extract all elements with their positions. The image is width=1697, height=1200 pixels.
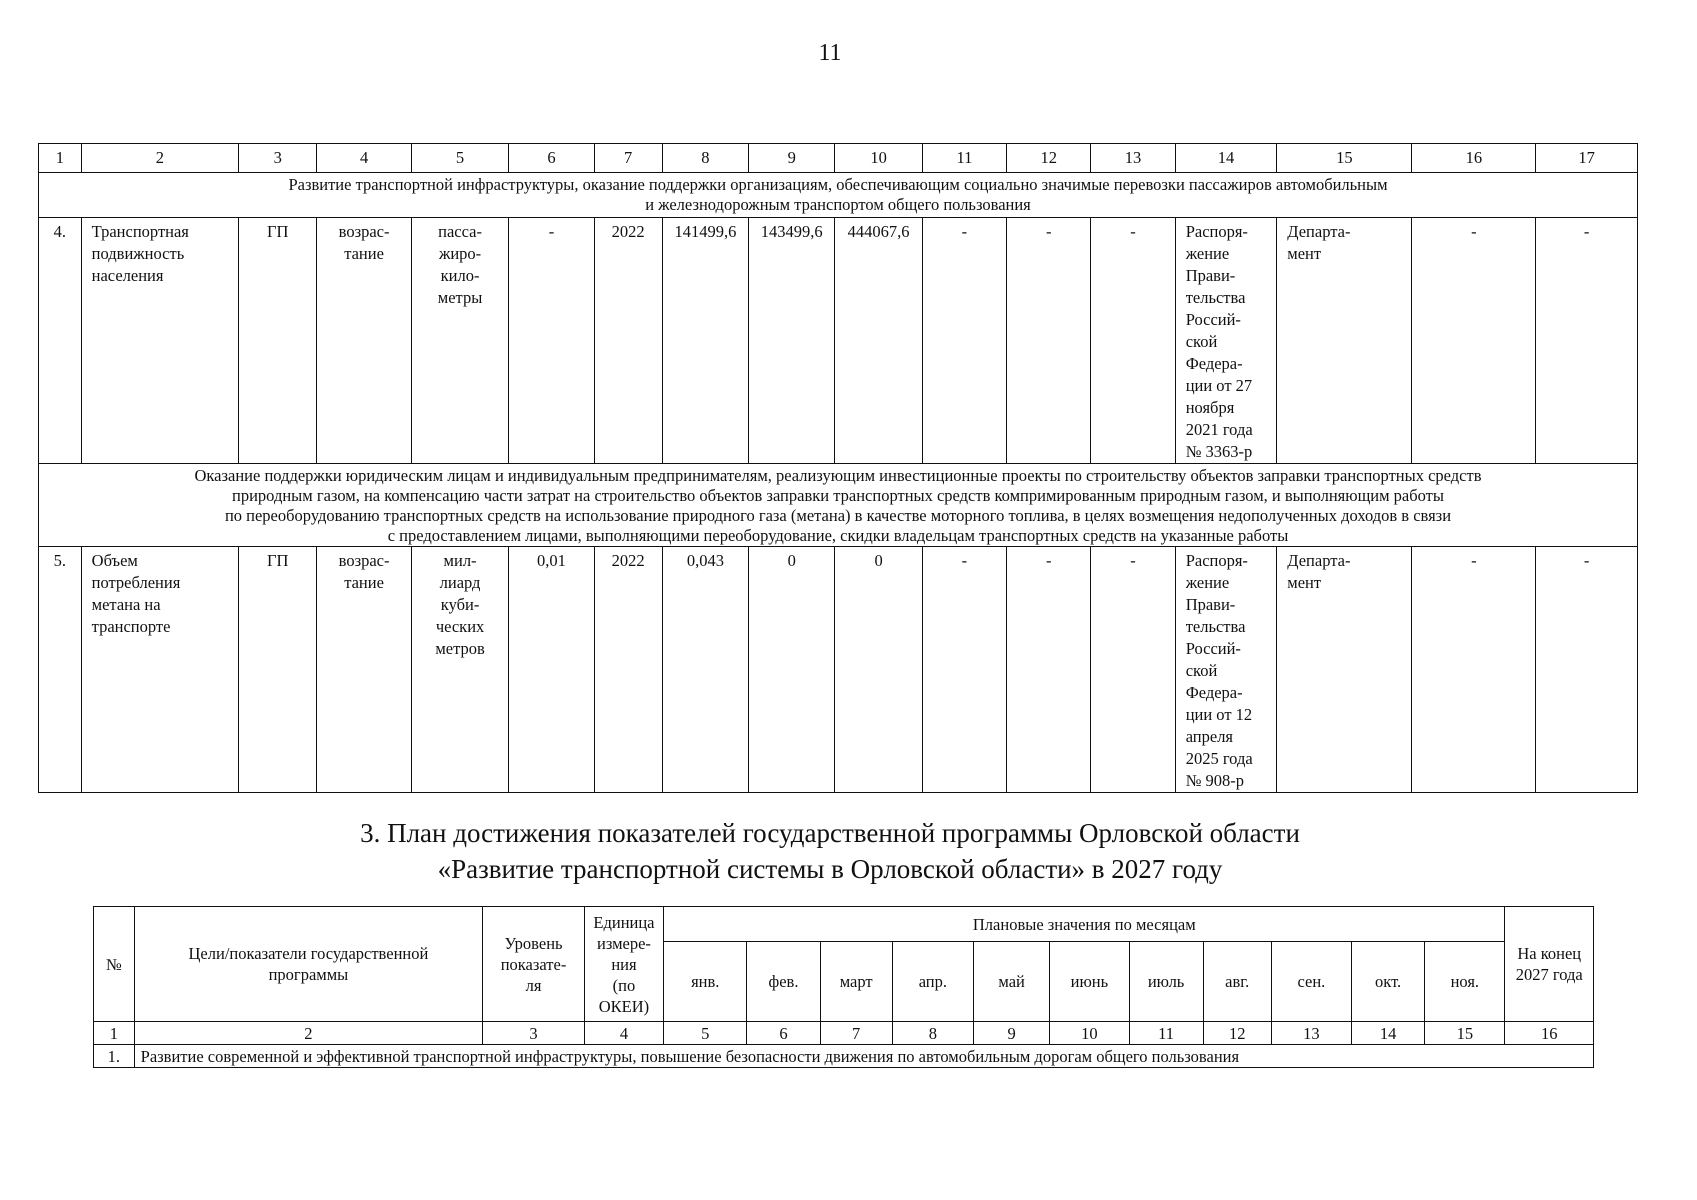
section-line: по переоборудованию транспортных средств на использование природного газа (метана) в качестве моторного топлива, в целях возмещения недополученных доходов в связи xyxy=(224,506,1452,525)
header-end-line: На конец xyxy=(1517,944,1582,963)
header-goal: Цели/показатели государственной программы xyxy=(134,907,483,1022)
table-row xyxy=(39,547,1638,793)
document-cell-line: Распоря- xyxy=(1185,551,1248,570)
column-number: 3 xyxy=(239,144,317,173)
indicator-trend-line: тание xyxy=(344,244,384,263)
indicator-unit-line: лиард xyxy=(439,573,481,592)
indicator-name xyxy=(81,218,238,464)
header-unit-line: ОКЕИ) xyxy=(598,996,650,1016)
document-cell-line: тельства xyxy=(1185,288,1246,307)
document-cell-line: 2025 года xyxy=(1185,749,1253,768)
indicator-unit-line: куби- xyxy=(440,595,480,614)
value-cell: - xyxy=(1536,547,1638,793)
row-number: 5. xyxy=(39,547,82,793)
value-cell: - xyxy=(1007,547,1091,793)
base-value: - xyxy=(509,218,594,464)
document-cell-line: 2021 года xyxy=(1185,420,1253,439)
column-number-row xyxy=(94,1022,1594,1045)
column-number: 10 xyxy=(1050,1022,1129,1045)
section-title xyxy=(0,815,1660,887)
document-cell xyxy=(1175,547,1277,793)
value-cell: 143499,6 xyxy=(749,218,835,464)
section-line: и железнодорожным транспортом общего пользования xyxy=(645,195,1031,214)
page-number: 11 xyxy=(818,40,842,66)
column-number: 16 xyxy=(1505,1022,1594,1045)
section-line: природным газом, на компенсацию части затрат на строительство объектов заправки транспортных средств компримированным природным газом, и выполняющим работы xyxy=(232,486,1444,505)
column-number: 14 xyxy=(1175,144,1277,173)
responsible-cell-line: мент xyxy=(1287,573,1322,592)
column-number: 5 xyxy=(664,1022,747,1045)
indicator-name-line: транспорте xyxy=(91,617,171,636)
column-number: 2 xyxy=(134,1022,483,1045)
header-no: № xyxy=(94,907,135,1022)
document-cell-line: Россий- xyxy=(1185,310,1241,329)
document-cell-line: № 3363-р xyxy=(1185,442,1253,461)
indicator-trend-line: возрас- xyxy=(338,222,390,241)
indicator-name-line: метана на xyxy=(91,595,161,614)
month-header: янв. xyxy=(664,942,747,1022)
indicator-trend xyxy=(317,547,411,793)
indicator-name-line: Транспортная xyxy=(91,222,189,241)
section-line: Оказание поддержки юридическим лицам и индивидуальным предпринимателям, реализующим инвестиционные проекты по строительству объектов заправки транспортных средств xyxy=(194,466,1482,485)
header-unit-line: Единица xyxy=(593,912,655,932)
month-header: фев. xyxy=(747,942,820,1022)
goal-row xyxy=(94,1045,1594,1068)
column-number: 13 xyxy=(1271,1022,1351,1045)
column-number: 12 xyxy=(1007,144,1091,173)
column-number: 6 xyxy=(509,144,594,173)
plan-table xyxy=(93,906,1594,1068)
responsible-cell-line: мент xyxy=(1287,244,1322,263)
column-number: 10 xyxy=(835,144,922,173)
month-header: июнь xyxy=(1050,942,1129,1022)
value-cell: 0 xyxy=(749,547,835,793)
document-cell-line: жение xyxy=(1185,573,1230,592)
indicators-table xyxy=(38,143,1638,793)
document-cell-line: ции от 12 xyxy=(1185,705,1253,724)
column-number: 4 xyxy=(584,1022,663,1045)
column-number: 8 xyxy=(892,1022,973,1045)
indicator-unit-line: метров xyxy=(435,639,485,658)
indicator-unit xyxy=(411,218,509,464)
indicator-unit-line: кило- xyxy=(440,266,480,285)
column-number: 11 xyxy=(1129,1022,1203,1045)
indicator-trend-line: тание xyxy=(344,573,384,592)
month-header: май xyxy=(974,942,1050,1022)
month-header: ноя. xyxy=(1425,942,1505,1022)
section-line: Развитие транспортной инфраструктуры, оказание поддержки организациям, обеспечивающим социально значимые перевозки пассажиров автомобильным xyxy=(288,175,1388,194)
indicator-unit xyxy=(411,547,509,793)
column-number: 16 xyxy=(1412,144,1536,173)
document-cell-line: жение xyxy=(1185,244,1230,263)
column-number: 14 xyxy=(1352,1022,1425,1045)
responsible-cell-line: Департа- xyxy=(1287,222,1351,241)
month-header: сен. xyxy=(1271,942,1351,1022)
header-unit xyxy=(584,907,663,1022)
indicator-unit-line: мил- xyxy=(443,551,477,570)
header-level-line: Уровень xyxy=(504,933,563,953)
document-cell-line: ции от 27 xyxy=(1185,376,1253,395)
indicator-unit-line: пасса- xyxy=(438,222,482,241)
month-header: авг. xyxy=(1203,942,1271,1022)
header-unit-line: ния xyxy=(611,954,637,974)
column-number: 9 xyxy=(749,144,835,173)
header-level-line: ля xyxy=(525,975,542,995)
section-row xyxy=(39,173,1638,218)
responsible-cell xyxy=(1277,547,1412,793)
responsible-cell xyxy=(1277,218,1412,464)
document-cell-line: ской xyxy=(1185,332,1218,351)
value-cell: 0 xyxy=(835,547,922,793)
column-number: 7 xyxy=(594,144,662,173)
document-cell-line: апреля xyxy=(1185,727,1234,746)
goal-text: Развитие современной и эффективной транспортной инфраструктуры, повышение безопасности движения по автомобильным дорогам общего пользования xyxy=(134,1045,1593,1068)
document-cell-line: № 908-р xyxy=(1185,771,1245,790)
indicator-name xyxy=(81,547,238,793)
indicator-name-line: населения xyxy=(91,266,164,285)
value-cell: - xyxy=(922,547,1006,793)
header-planned: Плановые значения по месяцам xyxy=(664,907,1505,942)
header-unit-line: (по xyxy=(612,975,636,995)
column-number: 12 xyxy=(1203,1022,1271,1045)
value-cell: 444067,6 xyxy=(835,218,922,464)
table-row xyxy=(39,218,1638,464)
column-number: 1 xyxy=(94,1022,135,1045)
indicator-trend xyxy=(317,218,411,464)
column-number: 17 xyxy=(1536,144,1638,173)
goal-no: 1. xyxy=(94,1045,135,1068)
column-number: 15 xyxy=(1425,1022,1505,1045)
indicator-unit-line: жиро- xyxy=(438,244,482,263)
value-cell: - xyxy=(1412,547,1536,793)
column-number: 4 xyxy=(317,144,411,173)
document-cell-line: Распоря- xyxy=(1185,222,1248,241)
month-header: окт. xyxy=(1352,942,1425,1022)
responsible-cell-line: Департа- xyxy=(1287,551,1351,570)
indicator-name-line: Объем xyxy=(91,551,138,570)
column-number: 3 xyxy=(483,1022,585,1045)
header-end xyxy=(1505,907,1594,1022)
document-cell xyxy=(1175,218,1277,464)
row-number: 4. xyxy=(39,218,82,464)
base-value: 0,01 xyxy=(509,547,594,793)
value-cell: - xyxy=(1536,218,1638,464)
header-level xyxy=(483,907,585,1022)
indicator-trend-line: возрас- xyxy=(338,551,390,570)
document-cell-line: Прави- xyxy=(1185,266,1236,285)
value-cell: 0,043 xyxy=(662,547,748,793)
document-cell-line: Прави- xyxy=(1185,595,1236,614)
column-number: 15 xyxy=(1277,144,1412,173)
document-cell-line: ской xyxy=(1185,661,1218,680)
document-cell-line: тельства xyxy=(1185,617,1246,636)
column-number: 8 xyxy=(662,144,748,173)
document-cell-line: Федера- xyxy=(1185,354,1243,373)
document-cell-line: Россий- xyxy=(1185,639,1241,658)
column-number: 9 xyxy=(974,1022,1050,1045)
indicator-unit-line: ческих xyxy=(435,617,485,636)
indicator-unit-line: метры xyxy=(437,288,483,307)
base-year: 2022 xyxy=(594,218,662,464)
indicator-name-line: потребления xyxy=(91,573,181,592)
value-cell: 141499,6 xyxy=(662,218,748,464)
month-header: март xyxy=(820,942,892,1022)
indicator-name-line: подвижность xyxy=(91,244,185,263)
value-cell: - xyxy=(1007,218,1091,464)
column-number: 2 xyxy=(81,144,238,173)
column-number: 13 xyxy=(1091,144,1175,173)
indicator-level: ГП xyxy=(239,547,317,793)
header-row xyxy=(94,907,1594,942)
month-header: июль xyxy=(1129,942,1203,1022)
month-header: апр. xyxy=(892,942,973,1022)
column-number: 1 xyxy=(39,144,82,173)
document-cell-line: Федера- xyxy=(1185,683,1243,702)
header-unit-line: измере- xyxy=(596,933,651,953)
value-cell: - xyxy=(1412,218,1536,464)
value-cell: - xyxy=(1091,547,1175,793)
value-cell: - xyxy=(922,218,1006,464)
section-title-line: 3. План достижения показателей государственной программы Орловской области xyxy=(360,818,1300,848)
section-line: с предоставлением лицами, выполняющими переоборудование, скидки владельцам транспортных средств на указанные работы xyxy=(387,526,1289,545)
column-number-row xyxy=(39,144,1638,173)
value-cell: - xyxy=(1091,218,1175,464)
document-cell-line: ноября xyxy=(1185,398,1235,417)
header-level-line: показате- xyxy=(500,954,567,974)
base-year: 2022 xyxy=(594,547,662,793)
section-title-line: «Развитие транспортной системы в Орловской области» в 2027 году xyxy=(437,854,1223,884)
section-row xyxy=(39,464,1638,547)
header-end-line: 2027 года xyxy=(1515,965,1583,984)
column-number: 6 xyxy=(747,1022,820,1045)
indicator-level: ГП xyxy=(239,218,317,464)
column-number: 11 xyxy=(922,144,1006,173)
column-number: 5 xyxy=(411,144,509,173)
column-number: 7 xyxy=(820,1022,892,1045)
